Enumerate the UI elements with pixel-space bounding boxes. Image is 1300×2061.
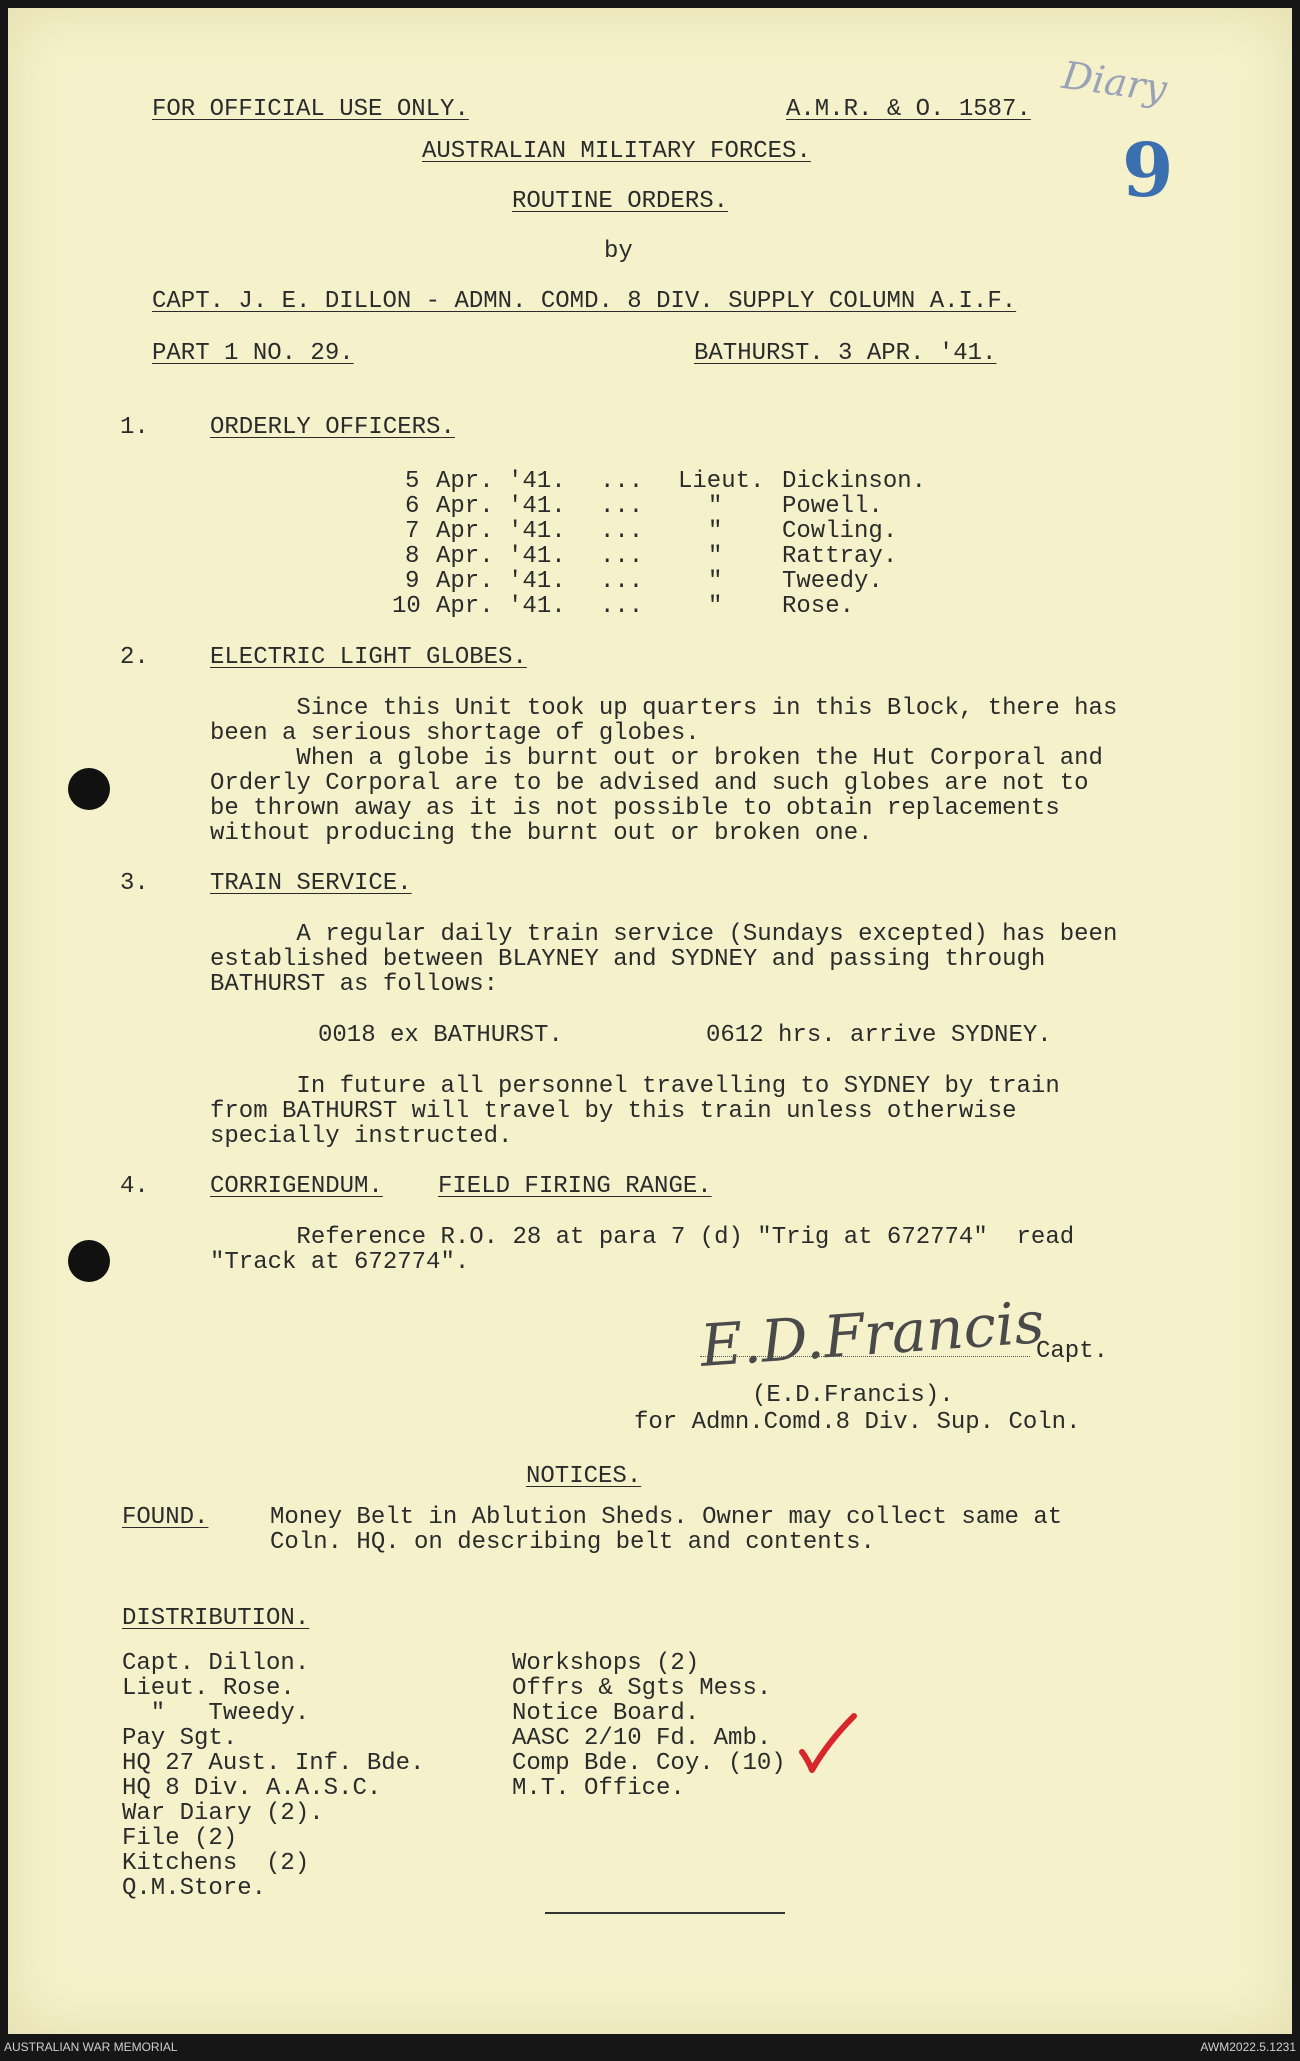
section-1-heading: ORDERLY OFFICERS. — [210, 414, 455, 441]
paragraph-line: been a serious shortage of globes. — [210, 720, 700, 747]
paragraph-line: When a globe is burnt out or broken the Hut Corporal and — [210, 745, 1103, 772]
official-use-label: FOR OFFICIAL USE ONLY. — [152, 96, 469, 123]
list-item: Capt. Dillon. — [122, 1650, 310, 1677]
notices-heading: NOTICES. — [526, 1463, 642, 1490]
paragraph-line: In future all personnel travelling to SYDNEY by train — [210, 1073, 1060, 1100]
paragraph-line: established between BLAYNEY and SYDNEY and passing through — [210, 946, 1046, 973]
officer-name: Cowling. — [782, 518, 898, 545]
list-item: Offrs & Sgts Mess. — [512, 1675, 772, 1702]
officer-rank: " — [708, 493, 723, 520]
list-item: File (2) — [122, 1825, 238, 1852]
officer-rank: " — [708, 543, 723, 570]
paragraph-line: A regular daily train service (Sundays excepted) has been — [210, 921, 1118, 948]
by-label: by — [604, 238, 633, 265]
notice-line: Coln. HQ. on describing belt and contents. — [270, 1529, 875, 1556]
section-3-heading: TRAIN SERVICE. — [210, 870, 412, 897]
handwritten-diary-note: Diary — [1059, 52, 1170, 112]
leader-dots: ... — [600, 543, 644, 570]
list-item: Pay Sgt. — [122, 1725, 238, 1752]
leader-dots: ... — [600, 518, 644, 545]
notice-line: Money Belt in Ablution Sheds. Owner may collect same at — [270, 1504, 1063, 1531]
section-4-heading-b: FIELD FIRING RANGE. — [438, 1173, 712, 1200]
officer-name: Tweedy. — [782, 568, 883, 595]
train-arrival: 0612 hrs. arrive SYDNEY. — [706, 1022, 1052, 1049]
duty-day: 7 — [405, 518, 420, 545]
list-item: HQ 8 Div. A.A.S.C. — [122, 1775, 382, 1802]
list-item: HQ 27 Aust. Inf. Bde. — [122, 1750, 425, 1777]
footer-right: AWM2022.5.1231 — [1200, 2040, 1296, 2054]
duty-date: Apr. '41. — [436, 493, 566, 520]
paragraph-line: be thrown away as it is not possible to obtain replacements — [210, 795, 1060, 822]
section-4-heading-a: CORRIGENDUM. — [210, 1173, 383, 1200]
leader-dots: ... — [600, 468, 644, 495]
leader-dots: ... — [600, 493, 644, 520]
list-item: " Tweedy. — [122, 1700, 310, 1727]
duty-date: Apr. '41. — [436, 543, 566, 570]
paragraph-line: BATHURST as follows: — [210, 971, 499, 998]
handwritten-number: 9 — [1122, 128, 1174, 214]
leader-dots: ... — [600, 568, 644, 595]
paragraph-line: Orderly Corporal are to be advised and such globes are not to — [210, 770, 1089, 797]
signatory-rank: Capt. — [1036, 1338, 1109, 1365]
officer-name: Rattray. — [782, 543, 898, 570]
distribution-heading: DISTRIBUTION. — [122, 1605, 310, 1632]
paragraph-line: Reference R.O. 28 at para 7 (d) "Trig at 672774" read — [210, 1224, 1075, 1251]
part-number: PART 1 NO. 29. — [152, 340, 354, 367]
punch-hole-top — [68, 768, 110, 810]
officer-rank: " — [708, 593, 723, 620]
document-title: ROUTINE ORDERS. — [512, 188, 729, 215]
signatory-for-line: for Admn.Comd.8 Div. Sup. Coln. — [634, 1409, 1081, 1436]
found-label: FOUND. — [122, 1504, 209, 1531]
officer-name: Dickinson. — [782, 468, 927, 495]
closing-rule — [545, 1912, 785, 1914]
list-item: M.T. Office. — [512, 1775, 685, 1802]
duty-day: 10 — [392, 593, 421, 620]
officer-rank: Lieut. — [678, 468, 765, 495]
duty-day: 5 — [405, 468, 420, 495]
issuer-line: CAPT. J. E. DILLON - ADMN. COMD. 8 DIV. SUPPLY COLUMN A.I.F. — [152, 288, 1017, 315]
duty-day: 6 — [405, 493, 420, 520]
train-departure: 0018 ex BATHURST. — [318, 1022, 563, 1049]
officer-rank: " — [708, 518, 723, 545]
signatory-name: (E.D.Francis). — [752, 1382, 954, 1409]
officer-name: Powell. — [782, 493, 883, 520]
red-check-icon — [798, 1712, 858, 1774]
section-3-number: 3. — [120, 870, 149, 897]
paragraph-line: Since this Unit took up quarters in this Block, there has — [210, 695, 1118, 722]
paragraph-line: "Track at 672774". — [210, 1249, 470, 1276]
section-4-number: 4. — [120, 1173, 149, 1200]
list-item: Comp Bde. Coy. (10) — [512, 1750, 786, 1777]
list-item: Workshops (2) — [512, 1650, 700, 1677]
place-date: BATHURST. 3 APR. '41. — [694, 340, 997, 367]
list-item: AASC 2/10 Fd. Amb. — [512, 1725, 772, 1752]
duty-day: 9 — [405, 568, 420, 595]
paragraph-line: without producing the burnt out or broken one. — [210, 820, 873, 847]
footer-left: AUSTRALIAN WAR MEMORIAL — [4, 2040, 178, 2054]
leader-dots: ... — [600, 593, 644, 620]
duty-date: Apr. '41. — [436, 593, 566, 620]
punch-hole-bottom — [68, 1240, 110, 1282]
duty-day: 8 — [405, 543, 420, 570]
paragraph-line: from BATHURST will travel by this train unless otherwise — [210, 1098, 1017, 1125]
list-item: War Diary (2). — [122, 1800, 324, 1827]
section-2-heading: ELECTRIC LIGHT GLOBES. — [210, 644, 527, 671]
list-item: Lieut. Rose. — [122, 1675, 295, 1702]
list-item: Kitchens (2) — [122, 1850, 310, 1877]
section-1-number: 1. — [120, 414, 149, 441]
duty-date: Apr. '41. — [436, 518, 566, 545]
list-item: Notice Board. — [512, 1700, 700, 1727]
signature-line — [700, 1356, 1030, 1358]
officer-name: Rose. — [782, 593, 855, 620]
list-item: Q.M.Store. — [122, 1875, 267, 1902]
paragraph-line: specially instructed. — [210, 1123, 513, 1150]
officer-rank: " — [708, 568, 723, 595]
section-2-number: 2. — [120, 644, 149, 671]
forces-heading: AUSTRALIAN MILITARY FORCES. — [422, 138, 811, 165]
duty-date: Apr. '41. — [436, 468, 566, 495]
reference-number: A.M.R. & O. 1587. — [786, 96, 1031, 123]
signature: E.D.Francis — [698, 1288, 1047, 1380]
duty-date: Apr. '41. — [436, 568, 566, 595]
